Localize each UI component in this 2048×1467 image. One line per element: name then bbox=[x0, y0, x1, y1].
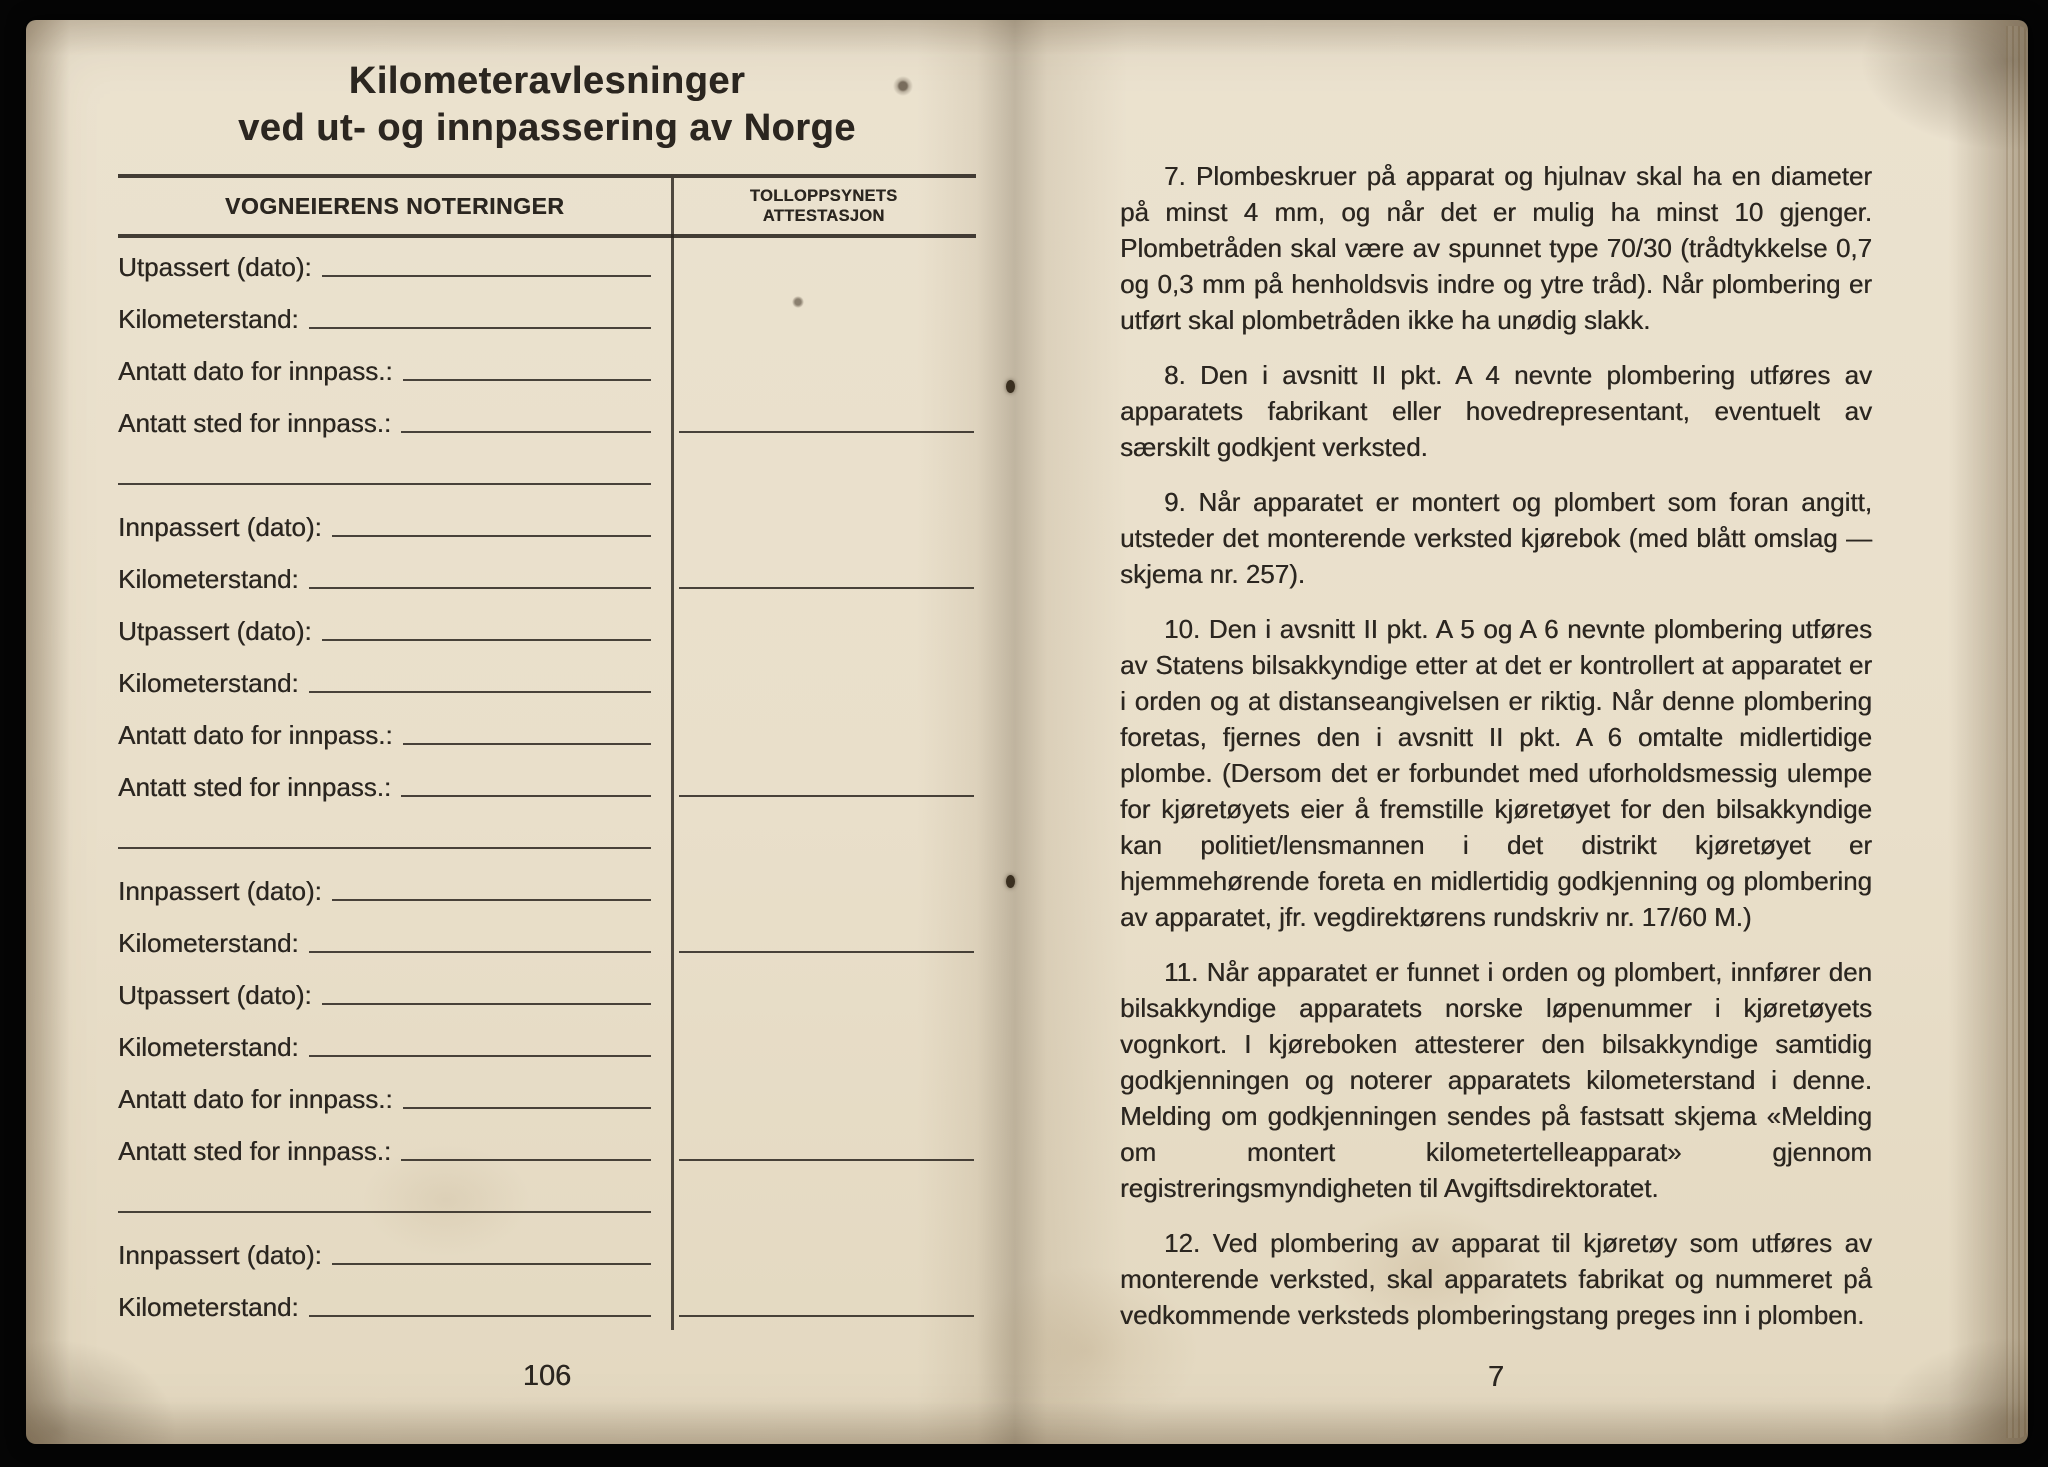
field-label: Kilometerstand: bbox=[118, 668, 299, 698]
attestation-cell bbox=[671, 810, 976, 862]
attestation-cell bbox=[671, 1122, 976, 1174]
field-label: Innpassert (dato): bbox=[118, 512, 322, 542]
fill-line bbox=[403, 1105, 652, 1109]
attestation-cell bbox=[671, 394, 976, 446]
field-label: Antatt sted for innpass.: bbox=[118, 408, 392, 438]
attestation-line bbox=[679, 429, 974, 433]
body-paragraph: 11. Når apparatet er funnet i orden og plombert, innfører den bilsakkyndige apparatets norske løpenummer i kjøretøyets vognkort. I kjøreboken attesterer den bilsakkyndige samtidig godkjenningen og noterer apparatets kilometerstand i denne. Melding om godkjenningen sendes på fastsatt skjema «Melding om montert kilometertelleapparat» gjennom registreringsmyndigheten til Avgiftsdirektoratet. bbox=[1120, 957, 1872, 1203]
attestation-line bbox=[679, 1105, 974, 1109]
attestation-line bbox=[679, 949, 974, 953]
field-label: Kilometerstand: bbox=[118, 304, 299, 334]
body-paragraph: 8. Den i avsnitt II pkt. A 4 nevnte plombering utføres av apparatets fabrikant eller hovedrepresentant, eventuelt av særskilt godkjent verksted. bbox=[1120, 360, 1872, 462]
body-paragraph: 7. Plombeskruer på apparat og hjulnav skal ha en diameter på minst 4 mm, og når det er mulig ha minst 10 gjenger. Plombetråden skal være av spunnet type 70/30 (trådtykkelse 0,7 og 0,3 mm på henholdsvis indre og ytre tråd). Når plombering er utført skal plombetråden ikke ha unødig slakk. bbox=[1120, 161, 1872, 335]
attestation-line bbox=[679, 377, 974, 381]
field-label: Innpassert (dato): bbox=[118, 876, 322, 906]
form-row bbox=[118, 1226, 976, 1278]
page-number-right: 7 bbox=[1487, 1361, 1505, 1393]
form-row bbox=[118, 706, 976, 758]
attestation-cell bbox=[671, 862, 976, 914]
fill-line bbox=[309, 949, 652, 953]
staple-hole bbox=[1006, 380, 1015, 393]
body-paragraph: 10. Den i avsnitt II pkt. A 5 og A 6 nevnte plombering utføres av Statens bilsakkyndige etter at det er kontrollert at apparatet er i orden og at distanseangivelsen er riktig. Når denne plombering foretas, fjernes den i avsnitt II pkt. A 6 omtalte midlertidige plombe. (Dersom det er forbundet med uforholdsmessig ulempe for kjøretøyets eier å fremstille kjøretøyet for den bilsakkyndige kan politiet/lensmannen i det distrikt kjøretøyet er hjemmehørende foreta en midlertidig godkjenning og plombering av apparatet, jfr. vegdirektørens rundskriv nr. 17/60 M.) bbox=[1120, 614, 1872, 932]
form-row bbox=[118, 810, 976, 862]
body-paragraph: 9. Når apparatet er montert og plombert som foran angitt, utsteder det monterende verksted kjørebok (med blått omslag — skjema nr. 257). bbox=[1120, 487, 1872, 589]
fill-line bbox=[309, 325, 652, 329]
form-row bbox=[118, 238, 976, 290]
fill-line bbox=[118, 1209, 651, 1213]
attestation-cell bbox=[671, 966, 976, 1018]
attestation-line bbox=[679, 897, 974, 901]
form-row bbox=[118, 862, 976, 914]
form-row bbox=[118, 1174, 976, 1226]
form-row bbox=[118, 342, 976, 394]
field-label: Utpassert (dato): bbox=[118, 252, 312, 282]
form-row bbox=[118, 1278, 976, 1330]
staple-hole bbox=[1006, 875, 1015, 888]
attestation-line bbox=[679, 689, 974, 693]
attestation-cell bbox=[671, 914, 976, 966]
field-label: Antatt dato for innpass.: bbox=[118, 356, 393, 386]
attestation-line bbox=[679, 481, 974, 485]
field-label: Antatt dato for innpass.: bbox=[118, 1084, 393, 1114]
form-row bbox=[118, 1122, 976, 1174]
field-label: Antatt dato for innpass.: bbox=[118, 720, 393, 750]
form-row bbox=[118, 654, 976, 706]
attestation-line bbox=[679, 325, 974, 329]
fill-line bbox=[322, 1001, 652, 1005]
attestation-cell bbox=[671, 238, 976, 290]
attestation-line bbox=[679, 273, 974, 277]
fill-line bbox=[322, 273, 652, 277]
field-label: Utpassert (dato): bbox=[118, 980, 312, 1010]
field-label: Kilometerstand: bbox=[118, 1032, 299, 1062]
body-paragraph: 12. Ved plombering av apparat til kjøretøy som utføres av monterende verksted, skal apparatets fabrikat og nummeret på vedkommende verksteds plomberingstang preges inn i plomben. bbox=[1120, 1228, 1872, 1330]
form-row bbox=[118, 966, 976, 1018]
attestation-cell bbox=[671, 758, 976, 810]
field-label: Kilometerstand: bbox=[118, 564, 299, 594]
attestation-cell bbox=[671, 1070, 976, 1122]
fill-line bbox=[403, 741, 652, 745]
stacked-pages-edge bbox=[2006, 26, 2028, 1438]
table-header bbox=[118, 178, 976, 238]
attestation-cell bbox=[671, 654, 976, 706]
attestation-line bbox=[679, 533, 974, 537]
form-row bbox=[118, 1018, 976, 1070]
field-label: Kilometerstand: bbox=[118, 928, 299, 958]
page-title-line2: ved ut- og innpassering av Norge bbox=[238, 107, 856, 149]
attestation-cell bbox=[671, 550, 976, 602]
field-label: Utpassert (dato): bbox=[118, 616, 312, 646]
attestation-line bbox=[679, 793, 974, 797]
form-row bbox=[118, 498, 976, 550]
attestation-cell bbox=[671, 1174, 976, 1226]
field-label: Antatt sted for innpass.: bbox=[118, 772, 392, 802]
attestation-cell bbox=[671, 706, 976, 758]
form-row bbox=[118, 1070, 976, 1122]
column-divider bbox=[671, 178, 674, 1330]
attestation-line bbox=[679, 1053, 974, 1057]
fill-line bbox=[309, 1053, 652, 1057]
form-row bbox=[118, 394, 976, 446]
readings-table bbox=[118, 174, 976, 1330]
fill-line bbox=[309, 689, 652, 693]
form-row bbox=[118, 602, 976, 654]
attestation-line bbox=[679, 585, 974, 589]
form-row bbox=[118, 290, 976, 342]
attestation-cell bbox=[671, 498, 976, 550]
field-label: Antatt sted for innpass.: bbox=[118, 1136, 392, 1166]
field-label: Innpassert (dato): bbox=[118, 1240, 322, 1270]
column-header-customs-line1: TOLLOPPSYNETS bbox=[749, 187, 898, 205]
fill-line bbox=[118, 845, 651, 849]
fill-line bbox=[332, 1261, 652, 1265]
page-title bbox=[118, 58, 976, 152]
attestation-line bbox=[679, 1157, 974, 1161]
fill-line bbox=[401, 793, 651, 797]
fill-line bbox=[332, 897, 652, 901]
attestation-line bbox=[679, 845, 974, 849]
attestation-cell bbox=[671, 1018, 976, 1070]
attestation-cell bbox=[671, 1278, 976, 1330]
column-header-customs bbox=[671, 186, 976, 226]
fill-line bbox=[401, 429, 651, 433]
attestation-line bbox=[679, 1261, 974, 1265]
attestation-cell bbox=[671, 1226, 976, 1278]
fill-line bbox=[403, 377, 652, 381]
attestation-cell bbox=[671, 342, 976, 394]
field-label: Kilometerstand: bbox=[118, 1292, 299, 1322]
attestation-cell bbox=[671, 290, 976, 342]
fill-line bbox=[332, 533, 652, 537]
fill-line bbox=[118, 481, 651, 485]
left-page bbox=[118, 58, 976, 1393]
fill-line bbox=[322, 637, 652, 641]
fill-line bbox=[401, 1157, 651, 1161]
form-row bbox=[118, 550, 976, 602]
page-number-left: 106 bbox=[522, 1360, 572, 1392]
attestation-line bbox=[679, 1313, 974, 1317]
column-header-owner: VOGNEIERENS NOTERINGER bbox=[224, 192, 565, 219]
page-title-line1: Kilometeravlesninger bbox=[348, 60, 746, 102]
column-header-customs-line2: ATTESTASJON bbox=[762, 207, 885, 225]
fill-line bbox=[309, 1313, 652, 1317]
attestation-cell bbox=[671, 602, 976, 654]
attestation-cell bbox=[671, 446, 976, 498]
booklet-scan bbox=[26, 20, 2028, 1444]
attestation-line bbox=[679, 1001, 974, 1005]
attestation-line bbox=[679, 637, 974, 641]
fill-line bbox=[309, 585, 652, 589]
right-page bbox=[1120, 158, 1872, 1394]
attestation-line bbox=[679, 741, 974, 745]
attestation-line bbox=[679, 1209, 974, 1213]
form-row bbox=[118, 758, 976, 810]
form-row bbox=[118, 446, 976, 498]
form-row bbox=[118, 914, 976, 966]
